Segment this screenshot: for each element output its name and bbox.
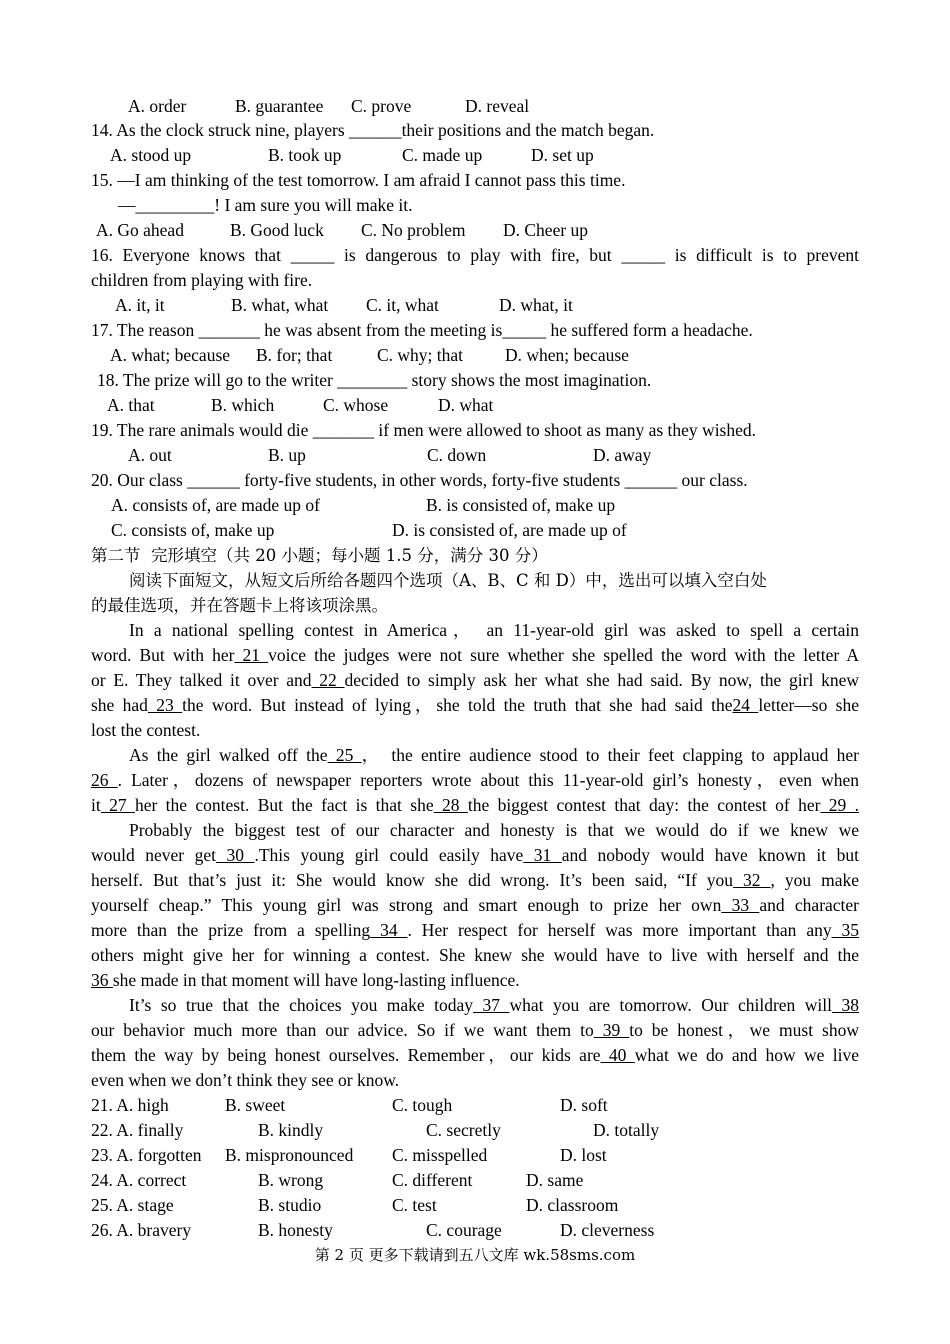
- section-instructions-line1: 阅读下面短文，从短文后所给各题四个选项（A、B、C 和 D）中，选出可以填入空白处: [129, 571, 767, 590]
- q15-reply: —_________! I am sure you will make it.: [118, 195, 413, 215]
- passage-line: 36 she made in that moment will have long-lasting influence.: [91, 970, 520, 990]
- q15-option-c: C. No problem: [361, 220, 466, 240]
- option-25-b: B. studio: [258, 1195, 322, 1215]
- option-22-b: B. kindly: [258, 1120, 324, 1140]
- blank-30: 30: [215, 845, 255, 865]
- option-25-c: C. test: [392, 1195, 437, 1215]
- q19-option-c: C. down: [427, 445, 487, 465]
- option-26-b: B. honesty: [258, 1220, 333, 1240]
- passage-line: word. But with her 21 voice the judges were not sure whether she spelled the word with the letter A: [91, 645, 859, 665]
- option-26-c: C. courage: [426, 1220, 502, 1240]
- blank-33: 33: [721, 895, 760, 915]
- q18-option-c: C. whose: [323, 395, 389, 415]
- blank-26: 26: [91, 770, 118, 790]
- option-26-a: 26. A. bravery: [91, 1220, 192, 1240]
- option-24-a: 24. A. correct: [91, 1170, 187, 1190]
- q14-option-a: A. stood up: [110, 145, 192, 165]
- blank-23: 23: [147, 695, 183, 715]
- q17-option-c: C. why; that: [377, 345, 464, 365]
- q16-option-d: D. what, it: [499, 295, 573, 315]
- q15-stem: 15. —I am thinking of the test tomorrow. I am afraid I cannot pass this time.: [91, 170, 626, 190]
- q19-option-d: D. away: [593, 445, 652, 465]
- blank-25: 25: [327, 745, 362, 765]
- q13-option-a: A. order: [128, 96, 187, 116]
- section-instructions-line2: 的最佳选项，并在答题卡上将该项涂黑。: [91, 596, 388, 615]
- option-23-d: D. lost: [560, 1145, 607, 1165]
- passage-line: herself. But that’s just it: She would know she did wrong. It’s been said, “If you 32 , you make: [91, 870, 860, 890]
- q18-stem: 18. The prize will go to the writer ________ story shows the most imagination.: [97, 370, 652, 390]
- blank-28: 28: [433, 795, 468, 815]
- blank-40: 40: [600, 1045, 635, 1065]
- passage-line: more than the prize from a spelling 34 . Her respect for herself was more important than any 35: [91, 920, 860, 940]
- blank-39: 39: [593, 1020, 630, 1040]
- passage-line: it 27 her the contest. But the fact is that she 28 the biggest contest that day: the contest of her 29 .: [91, 795, 860, 815]
- q17-option-d: D. when; because: [505, 345, 629, 365]
- q16-option-c: C. it, what: [366, 295, 439, 315]
- q19-stem: 19. The rare animals would die _______ if men were allowed to shoot as many as they wished.: [91, 420, 757, 440]
- option-21-c: C. tough: [392, 1095, 453, 1115]
- option-24-d: D. same: [526, 1170, 584, 1190]
- q16-option-a: A. it, it: [115, 295, 165, 315]
- option-25-d: D. classroom: [526, 1195, 619, 1215]
- option-24-c: C. different: [392, 1170, 473, 1190]
- q14-stem: 14. As the clock struck nine, players ______their positions and the match began.: [91, 120, 655, 140]
- q17-option-b: B. for; that: [256, 345, 333, 365]
- blank-22: 22: [311, 670, 345, 690]
- q20-stem: 20. Our class ______ forty-five students, in other words, forty-five students ______ our class.: [91, 470, 748, 490]
- q17-option-a: A. what; because: [110, 345, 231, 365]
- q18-option-d: D. what: [438, 395, 494, 415]
- q17-stem: 17. The reason _______ he was absent from the meeting is_____ he suffered form a headache.: [91, 320, 753, 340]
- blank-21: 21: [234, 645, 269, 665]
- passage-line: In a national spelling contest in America， an 11-year-old girl was asked to spell a certain: [129, 620, 859, 640]
- option-25-a: 25. A. stage: [91, 1195, 174, 1215]
- blank-24: 24: [732, 695, 759, 715]
- q20-option-c: C. consists of, make up: [111, 520, 275, 540]
- passage-line: 26 . Later，dozens of newspaper reporters wrote about this 11-year-old girl’s honesty，even when: [91, 770, 860, 790]
- q15-option-b: B. Good luck: [230, 220, 324, 240]
- option-23-c: C. misspelled: [392, 1145, 488, 1165]
- blank-36: 36: [91, 970, 113, 990]
- option-23-b: B. mispronounced: [225, 1145, 354, 1165]
- option-22-a: 22. A. finally: [91, 1120, 184, 1140]
- q20-option-d: D. is consisted of, are made up of: [392, 520, 627, 540]
- option-22-c: C. secretly: [426, 1120, 501, 1140]
- blank-37: 37: [473, 995, 510, 1015]
- q19-option-a: A. out: [128, 445, 172, 465]
- q19-option-b: B. up: [268, 445, 306, 465]
- option-21-d: D. soft: [560, 1095, 608, 1115]
- passage-line: them the way by being honest ourselves. Remember，our kids are 40 what we do and how we live: [91, 1045, 859, 1065]
- q16-option-b: B. what, what: [231, 295, 329, 315]
- passage-line: As the girl walked off the 25 ， the entire audience stood to their feet clapping to applaud her: [129, 745, 860, 765]
- passage-line: others might give her for winning a contest. She knew she would have to live with herself and the: [91, 945, 859, 965]
- option-21-a: 21. A. high: [91, 1095, 169, 1115]
- passage-line: or E. They talked it over and 22 decided to simply ask her what she had said. By now, the girl knew: [91, 670, 859, 690]
- blank-29: 29 .: [820, 795, 860, 815]
- q13-option-c: C. prove: [351, 96, 412, 116]
- q16-stem-line1: 16. Everyone knows that _____ is dangerous to play with fire, but _____ is difficult is to prevent: [91, 245, 859, 265]
- passage-line: lost the contest.: [91, 720, 201, 740]
- q13-option-d: D. reveal: [465, 96, 530, 116]
- passage-line: she had 23 the word. But instead of lying，she told the truth that she had said the24 letter—so she: [91, 695, 860, 715]
- page-footer: 第 2 页 更多下载请到五八文库 wk.58sms.com: [314, 1246, 636, 1264]
- passage-line: Probably the biggest test of our character and honesty is that we would do if we knew we: [129, 820, 859, 840]
- blank-34: 34: [370, 920, 408, 940]
- q14-option-b: B. took up: [268, 145, 342, 165]
- q14-option-d: D. set up: [531, 145, 594, 165]
- q16-stem-line2: children from playing with fire.: [91, 270, 313, 290]
- passage-line: even when we don’t think they see or know.: [91, 1070, 400, 1090]
- q15-option-d: D. Cheer up: [503, 220, 589, 240]
- passage-line: yourself cheap.” This young girl was strong and smart enough to prize her own 33 and character: [91, 895, 860, 915]
- option-22-d: D. totally: [593, 1120, 660, 1140]
- q18-option-b: B. which: [211, 395, 275, 415]
- passage-line: It’s so true that the choices you make today 37 what you are tomorrow. Our children will 38: [129, 995, 859, 1015]
- blank-38: 38: [832, 995, 859, 1015]
- passage-line: our behavior much more than our advice. So if we want them to 39 to be honest，we must show: [91, 1020, 859, 1040]
- blank-32: 32: [733, 870, 771, 890]
- q15-option-a: A. Go ahead: [96, 220, 184, 240]
- section-heading: 第二节 完形填空（共 20 小题；每小题 1.5 分，满分 30 分）: [91, 546, 548, 565]
- option-21-b: B. sweet: [225, 1095, 286, 1115]
- q18-option-a: A. that: [107, 395, 155, 415]
- blank-35: 35: [831, 920, 860, 940]
- option-26-d: D. cleverness: [560, 1220, 655, 1240]
- q13-option-b: B. guarantee: [235, 96, 324, 116]
- option-23-a: 23. A. forgotten: [91, 1145, 202, 1165]
- passage-line: would never get 30 .This young girl could easily have 31 and nobody would have known it but: [91, 845, 860, 865]
- blank-31: 31: [523, 845, 562, 865]
- q20-option-b: B. is consisted of, make up: [426, 495, 616, 515]
- option-24-b: B. wrong: [258, 1170, 324, 1190]
- q14-option-c: C. made up: [402, 145, 483, 165]
- blank-27: 27: [100, 795, 135, 815]
- q20-option-a: A. consists of, are made up of: [111, 495, 320, 515]
